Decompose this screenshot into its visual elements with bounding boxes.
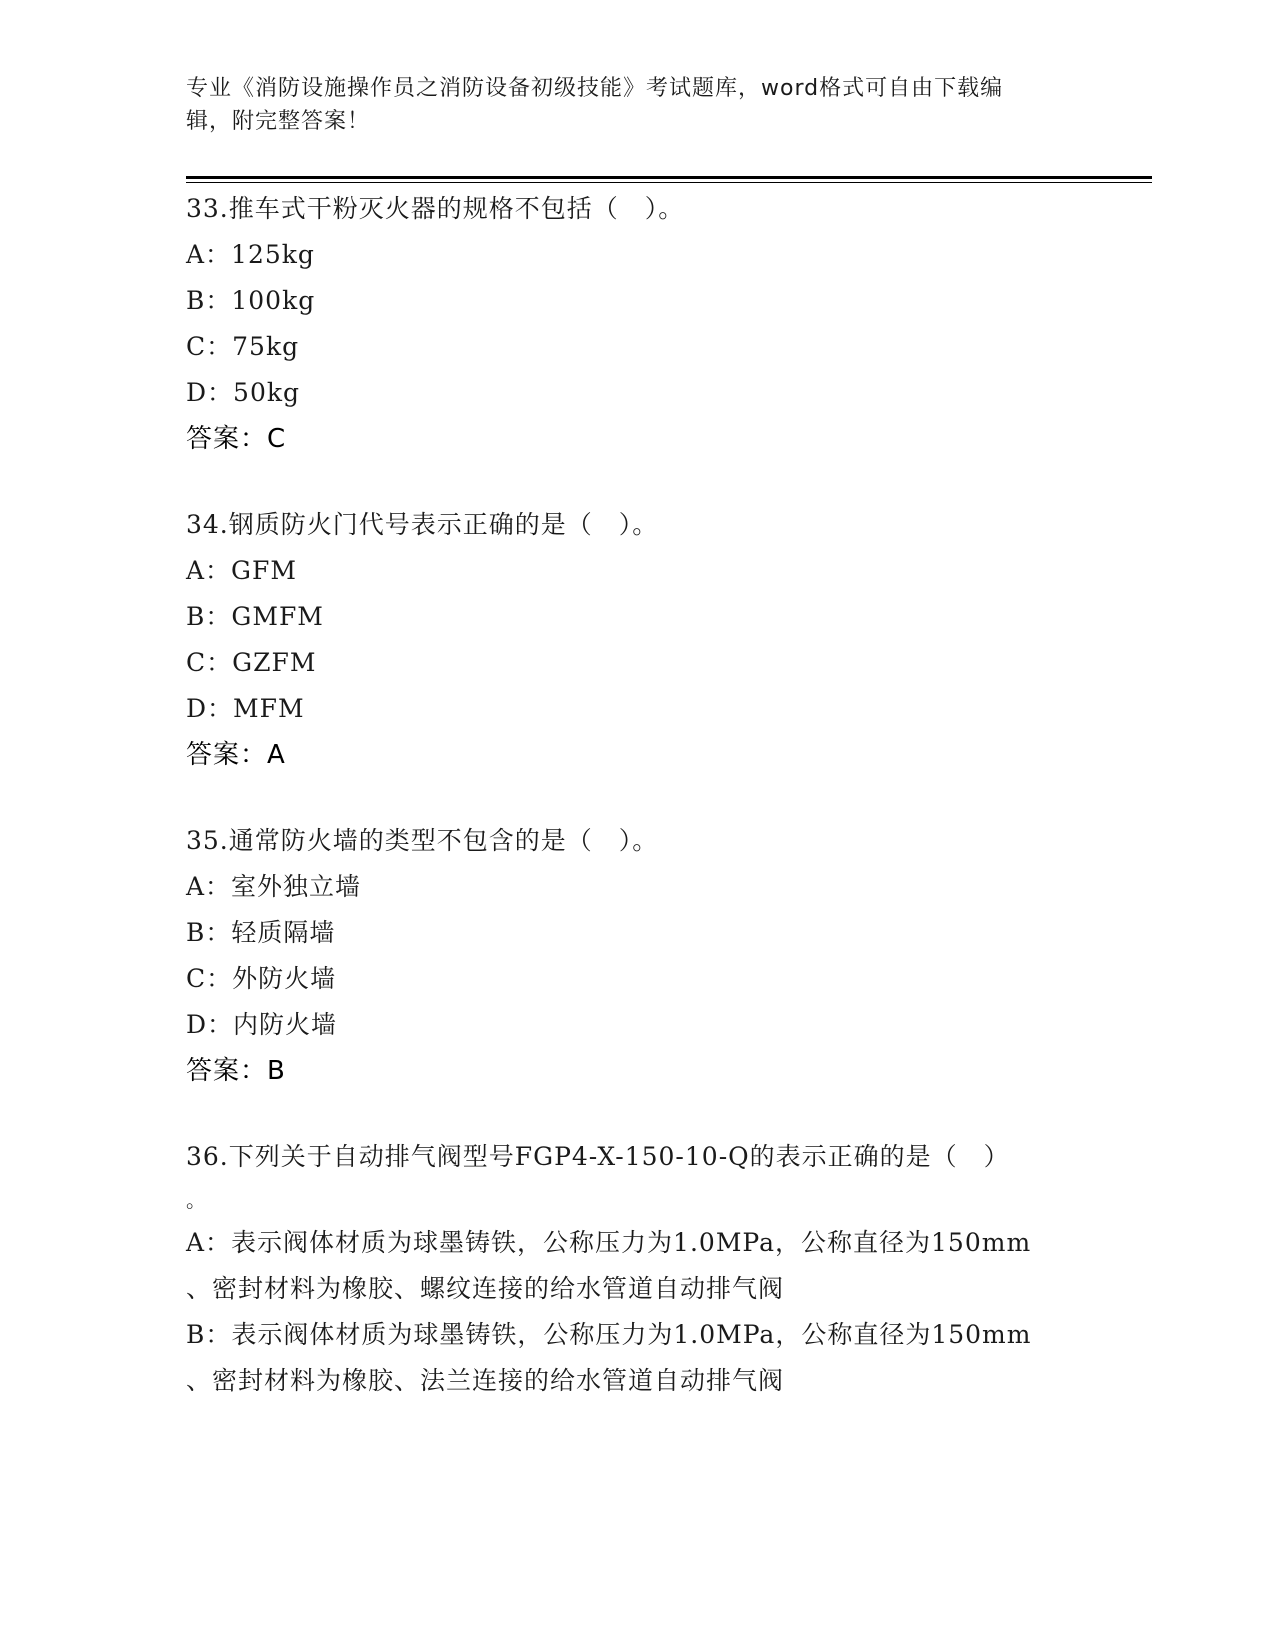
header-divider-thick — [186, 176, 1152, 179]
question-stem: 35.通常防火墙的类型不包含的是（ ）。 — [186, 826, 659, 855]
option-a-line-1: A：表示阀体材质为球墨铸铁，公称压力为1.0MPa，公称直径为150mm — [186, 1228, 1032, 1257]
question-35 — [186, 818, 1086, 1094]
header-line-2: 辑，附完整答案！ — [186, 109, 371, 134]
answer: 答案：C — [186, 424, 287, 454]
option-c: C：75kg — [186, 332, 300, 361]
question-stem-line-1: 36.下列关于自动排气阀型号FGP4-X-150-10-Q的表示正确的是（ ） — [186, 1142, 1010, 1171]
option-b: B：GMFM — [186, 602, 324, 631]
option-c: C：外防火墙 — [186, 964, 337, 993]
document-header — [186, 72, 1086, 138]
option-c: C：GZFM — [186, 648, 317, 677]
question-stem: 34.钢质防火门代号表示正确的是（ ）。 — [186, 510, 659, 539]
option-d: D：50kg — [186, 378, 301, 407]
option-b: B：轻质隔墙 — [186, 918, 336, 947]
option-b: B：100kg — [186, 286, 316, 315]
question-stem: 33.推车式干粉灭火器的规格不包括（ ）。 — [186, 194, 685, 223]
question-36 — [186, 1134, 1086, 1404]
option-a-line-2: 、密封材料为橡胶、螺纹连接的给水管道自动排气阀 — [186, 1274, 785, 1303]
option-d: D：内防火墙 — [186, 1010, 338, 1039]
option-d: D：MFM — [186, 694, 305, 723]
header-divider-thin — [186, 182, 1152, 183]
header-line-1: 专业《消防设施操作员之消防设备初级技能》考试题库，word格式可自由下载编 — [186, 76, 1004, 101]
question-stem-line-2: 。 — [186, 1188, 207, 1212]
answer: 答案：B — [186, 1056, 286, 1086]
option-b-line-2: 、密封材料为橡胶、法兰连接的给水管道自动排气阀 — [186, 1366, 785, 1395]
question-33 — [186, 186, 1086, 462]
answer: 答案：A — [186, 740, 286, 770]
question-34 — [186, 502, 1086, 778]
option-a: A：125kg — [186, 240, 315, 269]
option-a: A：GFM — [186, 556, 297, 585]
option-b-line-1: B：表示阀体材质为球墨铸铁，公称压力为1.0MPa，公称直径为150mm — [186, 1320, 1032, 1349]
option-a: A：室外独立墙 — [186, 872, 362, 901]
